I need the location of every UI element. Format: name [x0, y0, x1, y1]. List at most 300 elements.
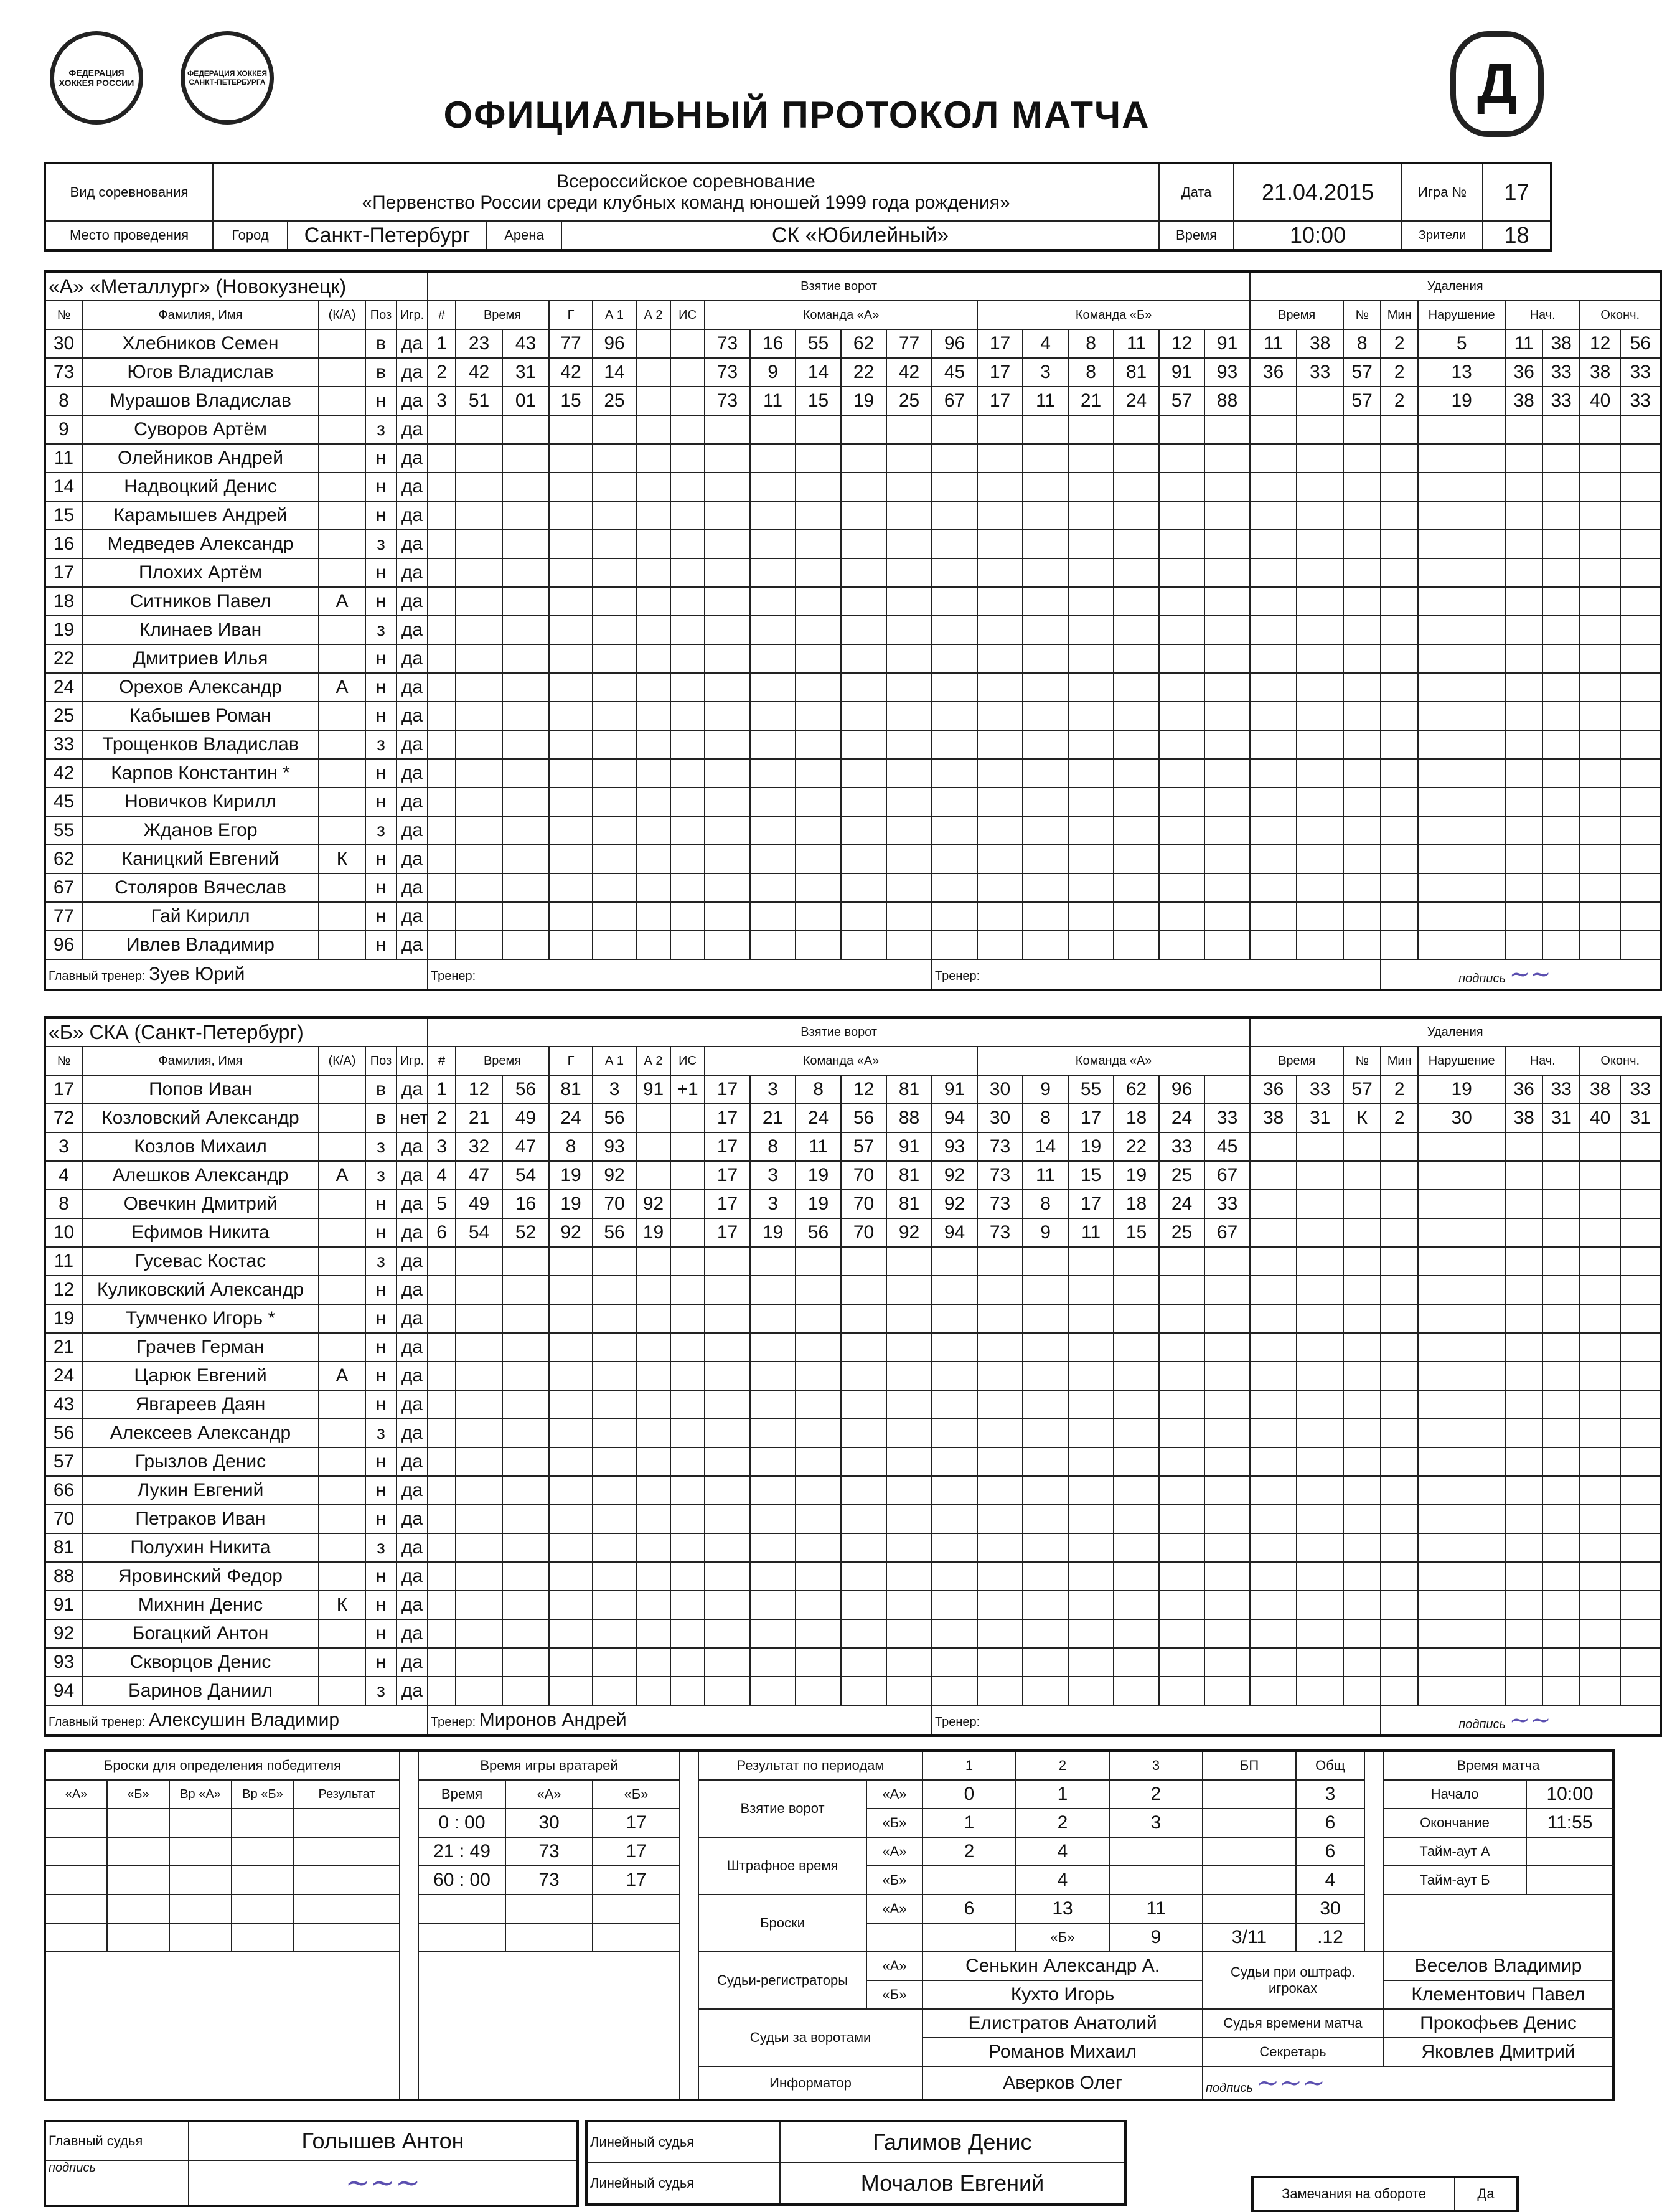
goal-cell: [502, 1276, 549, 1304]
goal-cell: [1114, 673, 1159, 702]
goal-cell: [796, 1562, 841, 1591]
goal-cell: [670, 1190, 705, 1218]
goal-cell: [593, 788, 636, 816]
player-role: [319, 473, 365, 501]
main-referee-sign-text: подпись: [49, 2161, 96, 2175]
goal-cell: [841, 1362, 886, 1390]
goal-cell: 47: [502, 1132, 549, 1161]
goal-cell: [1068, 1591, 1114, 1619]
player-name: Куликовский Александр: [82, 1276, 319, 1304]
goal-cell: [841, 931, 886, 959]
goal-cell: [428, 1591, 456, 1619]
goal-cell: [796, 1304, 841, 1333]
goal-cell: [549, 1648, 593, 1677]
player-number: 94: [45, 1677, 82, 1705]
goal-cell: [932, 587, 977, 616]
player-played: да: [397, 1447, 428, 1476]
penalty-cell: 36: [1250, 1075, 1297, 1104]
goals-row-label: Взятие ворот: [698, 1780, 866, 1837]
player-name: Хлебников Семен: [82, 329, 319, 358]
goal-cell: 17: [1068, 1104, 1114, 1132]
main-referee-signature: [189, 2160, 578, 2206]
penalty-cell: [1542, 902, 1580, 931]
col-header: Г: [549, 301, 593, 329]
goal-cell: [705, 1562, 750, 1591]
goal-cell: [502, 501, 549, 530]
goal-cell: [636, 329, 670, 358]
goal-cell: [841, 1390, 886, 1419]
goal-cell: [886, 587, 932, 616]
goal-cell: [796, 730, 841, 759]
penalty-cell: [1297, 931, 1343, 959]
penalty-judge-2: Клементович Павел: [1383, 1980, 1613, 2009]
penalty-cell: 33: [1297, 1075, 1343, 1104]
player-name: Гусевас Костас: [82, 1247, 319, 1276]
penalty-cell: [1580, 558, 1620, 587]
player-position: н: [365, 644, 397, 673]
goal-cell: [636, 1476, 670, 1505]
penalty-cell: [1381, 702, 1418, 730]
player-row: [45, 501, 1661, 530]
player-played: да: [397, 1304, 428, 1333]
goal-cell: [886, 644, 932, 673]
goal-cell: [636, 730, 670, 759]
goal-cell: 19: [796, 1190, 841, 1218]
goal-cell: [1068, 1447, 1114, 1476]
goal-cell: [886, 730, 932, 759]
player-position: н: [365, 1447, 397, 1476]
player-name: Козлов Михаил: [82, 1132, 319, 1161]
penalty-cell: [1418, 444, 1505, 473]
player-number: 91: [45, 1591, 82, 1619]
penalty-cell: [1381, 1161, 1418, 1190]
goals-a-total: 3: [1296, 1780, 1364, 1809]
goal-cell: [1068, 415, 1114, 444]
goal-cell: [593, 1276, 636, 1304]
player-number: 96: [45, 931, 82, 959]
goal-cell: [1204, 1505, 1250, 1533]
penalty-cell: 31: [1620, 1104, 1661, 1132]
player-played: да: [397, 387, 428, 415]
secretary-signature: [1203, 2066, 1613, 2100]
penalty-cell: 8: [1343, 329, 1381, 358]
goal-cell: [1159, 1247, 1204, 1276]
player-role: [319, 1218, 365, 1247]
shots-a-total: 30: [1296, 1894, 1364, 1923]
player-number: 92: [45, 1619, 82, 1648]
penalty-cell: [1580, 616, 1620, 644]
player-row: [45, 1476, 1661, 1505]
penalty-cell: [1580, 1247, 1620, 1276]
goal-cell: [1114, 1648, 1159, 1677]
goal-cell: 16: [750, 329, 796, 358]
goal-cell: [502, 1304, 549, 1333]
player-row: [45, 673, 1661, 702]
goal-cell: [593, 1533, 636, 1562]
penalty-judges-label: Судьи при оштраф. игроках: [1203, 1952, 1383, 2009]
goal-cell: [428, 530, 456, 558]
penalty-cell: [1418, 1247, 1505, 1276]
goal-cell: [977, 702, 1023, 730]
team-signature-scribble: ~~: [1509, 960, 1551, 989]
goal-cell: [456, 873, 502, 902]
goal-cell: [428, 902, 456, 931]
penalty-cell: [1542, 730, 1580, 759]
penalty-cell: [1620, 1619, 1661, 1648]
player-row: [45, 788, 1661, 816]
penalty-cell: [1381, 1132, 1418, 1161]
goal-cell: [750, 1648, 796, 1677]
player-name: Богацкий Антон: [82, 1619, 319, 1648]
goal-cell: [636, 587, 670, 616]
player-number: 73: [45, 358, 82, 387]
goal-cell: 19: [636, 1218, 670, 1247]
goal-cell: [670, 415, 705, 444]
goal-cell: [1159, 673, 1204, 702]
goal-cell: 11: [750, 387, 796, 415]
goal-cell: [886, 1390, 932, 1419]
goal-cell: [549, 415, 593, 444]
goal-cell: [456, 902, 502, 931]
goal-cell: [1114, 845, 1159, 873]
col-header: Нач.: [1505, 1047, 1580, 1075]
goal-cell: [977, 530, 1023, 558]
goal-cell: [1114, 788, 1159, 816]
goal-cell: [636, 1304, 670, 1333]
penalty-cell: [1620, 558, 1661, 587]
goal-cell: 19: [549, 1161, 593, 1190]
penalty-cell: [1580, 730, 1620, 759]
player-row: [45, 931, 1661, 959]
penalty-cell: [1250, 1619, 1297, 1648]
penalty-cell: [1580, 788, 1620, 816]
goal-cell: 3: [750, 1190, 796, 1218]
goal-cell: 93: [1204, 358, 1250, 387]
goal-cell: [796, 444, 841, 473]
goal-cell: [886, 931, 932, 959]
goal-cell: [456, 1419, 502, 1447]
goal-cell: [796, 1447, 841, 1476]
penalty-cell: 40: [1580, 1104, 1620, 1132]
goal-cell: [750, 673, 796, 702]
goal-cell: [841, 673, 886, 702]
penalty-cell: [1250, 1591, 1297, 1619]
player-position: н: [365, 473, 397, 501]
player-position: н: [365, 1276, 397, 1304]
goal-cell: [1023, 931, 1068, 959]
goal-cell: [428, 1533, 456, 1562]
penalty-cell: [1381, 902, 1418, 931]
goal-cell: [1068, 501, 1114, 530]
goal-cell: [1114, 1362, 1159, 1390]
penalty-cell: [1580, 1419, 1620, 1447]
player-position: н: [365, 587, 397, 616]
player-row: [45, 1648, 1661, 1677]
goal-cell: [977, 1476, 1023, 1505]
goal-cell: [1068, 845, 1114, 873]
penalty-cell: [1343, 1505, 1381, 1533]
player-row: [45, 644, 1661, 673]
goal-cell: [428, 816, 456, 845]
penalty-cell: 36: [1505, 358, 1542, 387]
goal-cell: [502, 1476, 549, 1505]
arena-label: Арена: [487, 221, 561, 250]
place-label: Место проведения: [45, 221, 213, 250]
penalty-cell: [1505, 1247, 1542, 1276]
player-row: [45, 1390, 1661, 1419]
player-name: Лукин Евгений: [82, 1476, 319, 1505]
goal-cell: [593, 473, 636, 501]
goal-cell: [977, 1533, 1023, 1562]
pim-a-ot: [1203, 1837, 1296, 1866]
goal-cell: [977, 1362, 1023, 1390]
player-name: Гай Кирилл: [82, 902, 319, 931]
secretary-label: Секретарь: [1203, 2038, 1383, 2066]
goal-cell: 1: [428, 1075, 456, 1104]
goal-cell: [705, 501, 750, 530]
player-row: [45, 1677, 1661, 1705]
goal-cell: [750, 788, 796, 816]
goal-cell: 15: [549, 387, 593, 415]
penalty-cell: [1250, 788, 1297, 816]
goal-cell: 17: [705, 1132, 750, 1161]
goal-cell: [886, 1247, 932, 1276]
goal-cell: [977, 415, 1023, 444]
penalty-cell: [1343, 1677, 1381, 1705]
goal-cell: [593, 816, 636, 845]
player-position: н: [365, 788, 397, 816]
goal-cell: [750, 873, 796, 902]
player-row: [45, 816, 1661, 845]
penalty-cell: [1250, 1161, 1297, 1190]
pim-b-total: 4: [1296, 1866, 1364, 1894]
goal-cell: [1023, 1476, 1068, 1505]
player-name: Орехов Александр: [82, 673, 319, 702]
col-header: #: [428, 301, 456, 329]
goal-cell: [428, 673, 456, 702]
penalty-cell: [1381, 1362, 1418, 1390]
penalty-cell: 2: [1381, 358, 1418, 387]
goal-cell: 81: [886, 1075, 932, 1104]
gk-row-1-min: 0: [438, 1812, 449, 1833]
goal-cell: [886, 845, 932, 873]
player-played: да: [397, 730, 428, 759]
goal-cell: [1204, 501, 1250, 530]
player-position: н: [365, 387, 397, 415]
shots-side-b: «Б»: [1016, 1923, 1109, 1952]
penalty-cell: [1505, 702, 1542, 730]
goal-cell: [670, 1648, 705, 1677]
goals-a-p1: 0: [923, 1780, 1016, 1809]
player-position: н: [365, 873, 397, 902]
goal-cell: [502, 759, 549, 788]
goal-cell: [796, 1276, 841, 1304]
goal-cell: [456, 816, 502, 845]
penalty-cell: [1297, 702, 1343, 730]
goal-cell: 19: [841, 387, 886, 415]
penalty-cell: [1381, 1533, 1418, 1562]
goal-cell: [1023, 1619, 1068, 1648]
player-name: Новичков Кирилл: [82, 788, 319, 816]
penalty-cell: [1381, 1505, 1418, 1533]
player-number: 16: [45, 530, 82, 558]
penalty-cell: [1250, 473, 1297, 501]
player-role: [319, 1190, 365, 1218]
player-position: н: [365, 1390, 397, 1419]
player-position: з: [365, 530, 397, 558]
match-info-table: [44, 162, 1552, 252]
goal-cell: [750, 702, 796, 730]
player-role: [319, 1276, 365, 1304]
line-referee-1-label: Линейный судья: [586, 2121, 780, 2163]
goal-cell: 45: [932, 358, 977, 387]
penalty-cell: [1542, 1132, 1580, 1161]
col-header: А 2: [636, 301, 670, 329]
player-position: н: [365, 702, 397, 730]
goal-cell: [636, 759, 670, 788]
goal-cell: [705, 473, 750, 501]
player-position: н: [365, 1648, 397, 1677]
goal-cell: [428, 501, 456, 530]
goal-cell: 62: [1114, 1075, 1159, 1104]
player-row: [45, 1161, 1661, 1190]
player-played: да: [397, 444, 428, 473]
player-played: да: [397, 473, 428, 501]
team-signature-label: подпись: [1458, 1718, 1509, 1731]
goal-cell: [593, 1362, 636, 1390]
penalty-cell: [1297, 530, 1343, 558]
penalty-cell: [1250, 644, 1297, 673]
goal-cell: 9: [1023, 1218, 1068, 1247]
penalty-cell: [1542, 501, 1580, 530]
penalty-cell: [1620, 1304, 1661, 1333]
goal-judge-1: Елистратов Анатолий: [923, 2009, 1203, 2038]
penalty-cell: [1620, 702, 1661, 730]
col-header: Фамилия, Имя: [82, 1047, 319, 1075]
goal-cell: [502, 1390, 549, 1419]
goal-cell: [932, 644, 977, 673]
goal-cell: [670, 616, 705, 644]
penalty-cell: [1343, 587, 1381, 616]
goal-cell: [593, 845, 636, 873]
goal-cell: 42: [549, 358, 593, 387]
main-referee-signature-scribble: ~~~: [345, 2165, 421, 2200]
goal-cell: [886, 1276, 932, 1304]
goal-cell: [705, 587, 750, 616]
informer: Аверков Олег: [923, 2066, 1203, 2100]
penalty-cell: [1620, 1476, 1661, 1505]
player-row: [45, 845, 1661, 873]
goal-cell: [1023, 1677, 1068, 1705]
goal-cell: [1068, 1677, 1114, 1705]
penalty-cell: 57: [1343, 387, 1381, 415]
goal-cell: [1159, 902, 1204, 931]
goal-cell: [977, 759, 1023, 788]
goal-cell: [1023, 730, 1068, 759]
goal-cell: [428, 1333, 456, 1362]
goal-cell: 70: [841, 1190, 886, 1218]
goal-cell: [1068, 788, 1114, 816]
goal-cell: [502, 1505, 549, 1533]
goal-cell: [636, 1591, 670, 1619]
player-name: Тумченко Игорь *: [82, 1304, 319, 1333]
goal-cell: [705, 702, 750, 730]
goal-cell: [932, 1505, 977, 1533]
penalty-cell: [1297, 730, 1343, 759]
player-position: з: [365, 616, 397, 644]
penalty-cell: [1381, 1276, 1418, 1304]
penalty-cell: [1542, 788, 1580, 816]
goal-cell: [456, 644, 502, 673]
col-header: №: [1343, 1047, 1381, 1075]
goal-cell: 15: [796, 387, 841, 415]
goal-cell: 11: [1114, 329, 1159, 358]
goal-cell: 17: [705, 1075, 750, 1104]
player-role: [319, 501, 365, 530]
shots-row-label: Броски: [698, 1894, 866, 1952]
penalty-cell: [1250, 1648, 1297, 1677]
goal-cell: [1159, 587, 1204, 616]
goal-cell: [1023, 788, 1068, 816]
goal-cell: [670, 1104, 705, 1132]
goal-cell: [428, 473, 456, 501]
goal-cell: 3: [428, 387, 456, 415]
timeout-a-value: [1526, 1837, 1613, 1866]
goal-cell: [1204, 444, 1250, 473]
goal-cell: [1114, 816, 1159, 845]
penalty-cell: [1297, 1304, 1343, 1333]
goal-cell: [841, 530, 886, 558]
penalty-cell: [1418, 558, 1505, 587]
goal-cell: [502, 530, 549, 558]
goal-cell: [636, 1447, 670, 1476]
goal-cell: 67: [932, 387, 977, 415]
goal-cell: [932, 1648, 977, 1677]
goal-cell: [705, 1591, 750, 1619]
goal-cell: 19: [796, 1161, 841, 1190]
goal-cell: [636, 415, 670, 444]
goal-cell: [502, 902, 549, 931]
remarks-table: [1251, 2176, 1519, 2212]
goal-cell: [502, 816, 549, 845]
penalty-cell: [1297, 1619, 1343, 1648]
penalty-cell: [1418, 1591, 1505, 1619]
player-row: [45, 616, 1661, 644]
goal-cell: [796, 902, 841, 931]
penalty-cell: [1580, 1505, 1620, 1533]
player-row: [45, 387, 1661, 415]
goal-cell: [1204, 1362, 1250, 1390]
penalty-cell: [1381, 530, 1418, 558]
player-name: Медведев Александр: [82, 530, 319, 558]
penalty-cell: [1250, 1533, 1297, 1562]
goal-cell: [456, 1390, 502, 1419]
goal-cell: [456, 1447, 502, 1476]
penalty-cell: [1250, 1218, 1297, 1247]
goal-cell: 33: [1204, 1190, 1250, 1218]
goal-cell: 30: [977, 1104, 1023, 1132]
penalty-cell: [1381, 415, 1418, 444]
penalty-cell: [1542, 1476, 1580, 1505]
penalty-cell: [1580, 1562, 1620, 1591]
player-number: 70: [45, 1505, 82, 1533]
goal-cell: [428, 1304, 456, 1333]
goal-cell: [456, 1333, 502, 1362]
goal-cell: [549, 444, 593, 473]
penalty-cell: [1343, 530, 1381, 558]
goal-cell: [796, 644, 841, 673]
goal-cell: [1204, 902, 1250, 931]
